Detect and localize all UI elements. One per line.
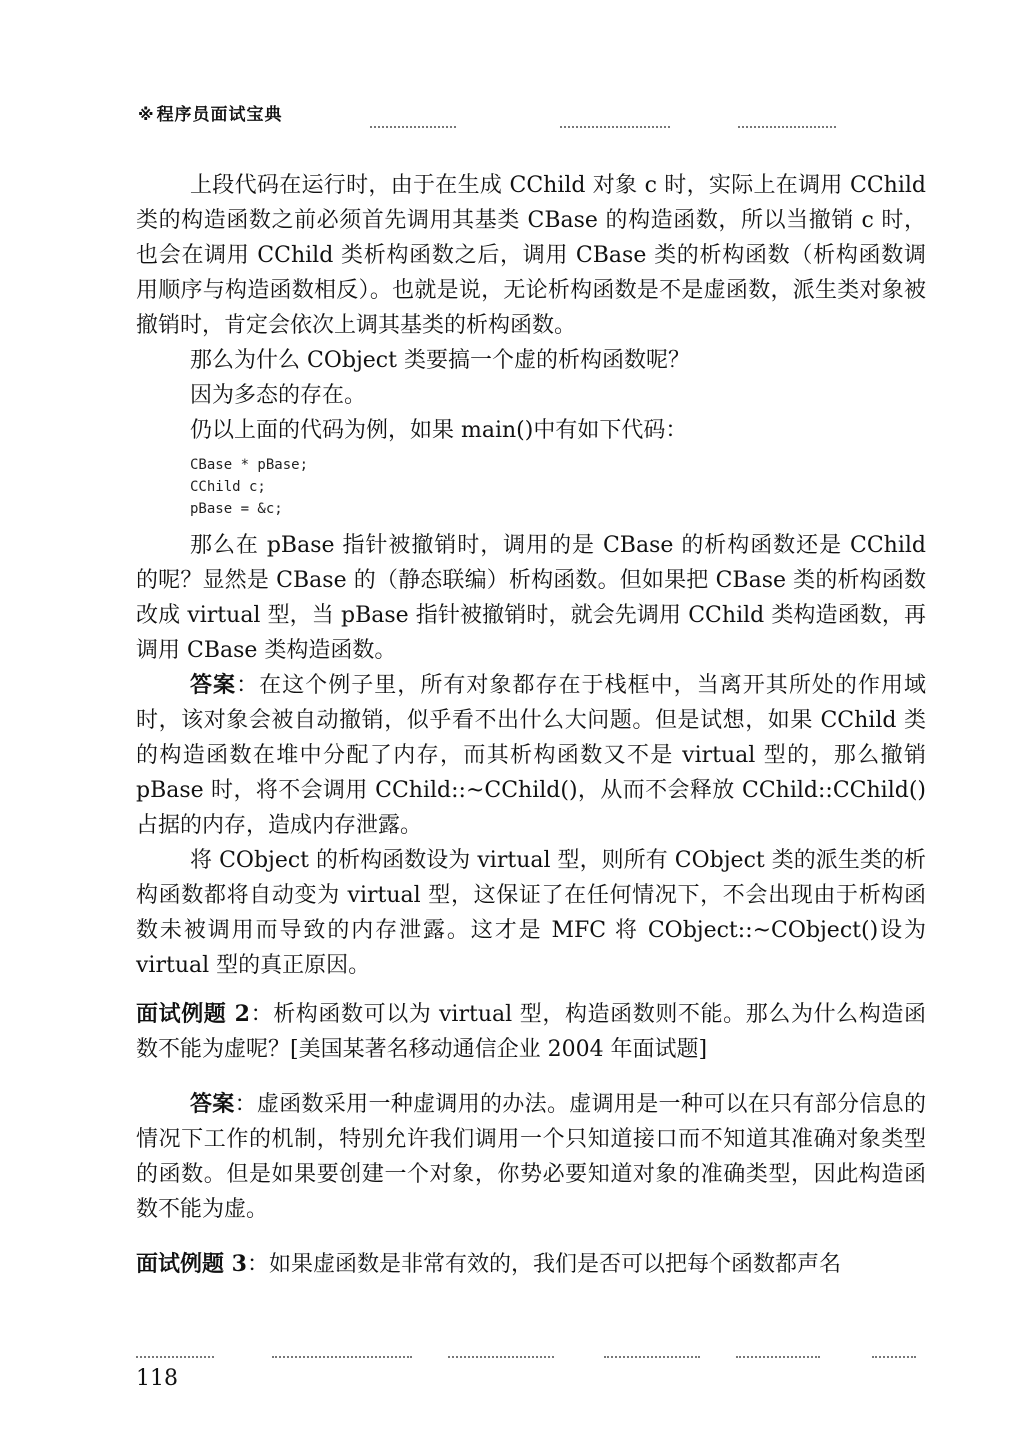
paragraph: 那么在 pBase 指针被撤销时，调用的是 CBase 的析构函数还是 CChild 的呢？显然是 CBase 的（静态联编）析构函数。但如果把 CBase 类的析构函数改成 virtual 型，当 pBase 指针被撤销时，就会先调用 CChild 类构造函数，再调用 CBase 类构造函数。 (136, 533, 926, 663)
header-dotted-rule (738, 126, 836, 128)
example-text: ：如果虚函数是非常有效的，我们是否可以把每个函数都声名 (246, 1252, 841, 1277)
footer-dotted-rule (448, 1356, 554, 1358)
answer-paragraph-2 (136, 1087, 926, 1227)
paragraph: 上段代码在运行时，由于在生成 CChild 对象 c 时，实际上在调用 CChild 类的构造函数之前必须首先调用其基类 CBase 的构造函数，所以当撤销 c 时，也会在调用 CChild 类析构函数之后，调用 CBase 类的析构函数（析构函数调用顺序与构造函数相反）。也就是说，无论析构函数是不是虚函数，派生类对象被撤销时，肯定会依次上调其基类的析构函数。 (136, 173, 926, 338)
footer-dotted-rule (272, 1356, 412, 1358)
footer-dotted-rule (872, 1356, 916, 1358)
paragraph: 将 CObject 的析构函数设为 virtual 型，则所有 CObject 类的派生类的析构函数都将自动变为 virtual 型，这保证了在任何情况下，不会出现由于析构函数未被调用而导致的内存泄露。这才是 MFC 将 CObject::~CObject()设为 virtual 型的真正原因。 (136, 848, 926, 978)
header-dotted-rule (370, 126, 456, 128)
footer-dotted-rule (136, 1356, 214, 1358)
paragraph: 因为多态的存在。 (190, 383, 367, 408)
code-line: pBase = &c; (190, 501, 283, 517)
answer-text: ：虚函数采用一种虚调用的办法。虚调用是一种可以在只有部分信息的情况下工作的机制，特别允许我们调用一个只知道接口而不知道其准确对象类型的函数。但是如果要创建一个对象，你势必要知道对象的准确类型，因此构造函数不能为虚。 (136, 1092, 926, 1222)
paragraph: 那么为什么 CObject 类要搞一个虚的析构函数呢？ (190, 348, 690, 373)
footer-dotted-rule (736, 1356, 820, 1358)
footer-dotted-rule (604, 1356, 700, 1358)
page-header (138, 100, 928, 130)
example-text: ：析构函数可以为 virtual 型，构造函数则不能。那么为什么构造函数不能为虚呢？[美国某著名移动通信企业 2004 年面试题] (136, 1002, 926, 1062)
book-title (138, 100, 283, 125)
example-question-2 (136, 997, 926, 1067)
header-dotted-rule (560, 126, 670, 128)
page-number: 118 (136, 1366, 178, 1391)
answer-text: ：在这个例子里，所有对象都存在于栈框中，当离开其所处的作用域时，该对象会被自动撤销，似乎看不出什么大问题。但是试想，如果 CChild 类的构造函数在堆中分配了内存，而其析构函数又不是 virtual 型的，那么撤销 pBase 时，将不会调用 CChild::~CChild()，从而不会释放 CChild::CChild()占据的内存，造成内存泄露。 (136, 673, 926, 838)
example-label: 面试例题 2 (136, 1001, 250, 1027)
code-block (190, 454, 926, 520)
example-label: 面试例题 3 (136, 1251, 247, 1277)
code-line: CBase * pBase; (190, 457, 309, 473)
book-title-text: 程序员面试宝典 (156, 105, 283, 125)
answer-paragraph (136, 668, 926, 843)
page-body (136, 168, 926, 1282)
example-question-3 (136, 1247, 926, 1282)
answer-label: 答案 (190, 672, 237, 698)
header-ornament-icon: ※ (138, 105, 155, 124)
code-line: CChild c; (190, 479, 266, 495)
paragraph: 仍以上面的代码为例，如果 main()中有如下代码： (190, 418, 688, 443)
answer-label: 答案 (190, 1091, 235, 1117)
